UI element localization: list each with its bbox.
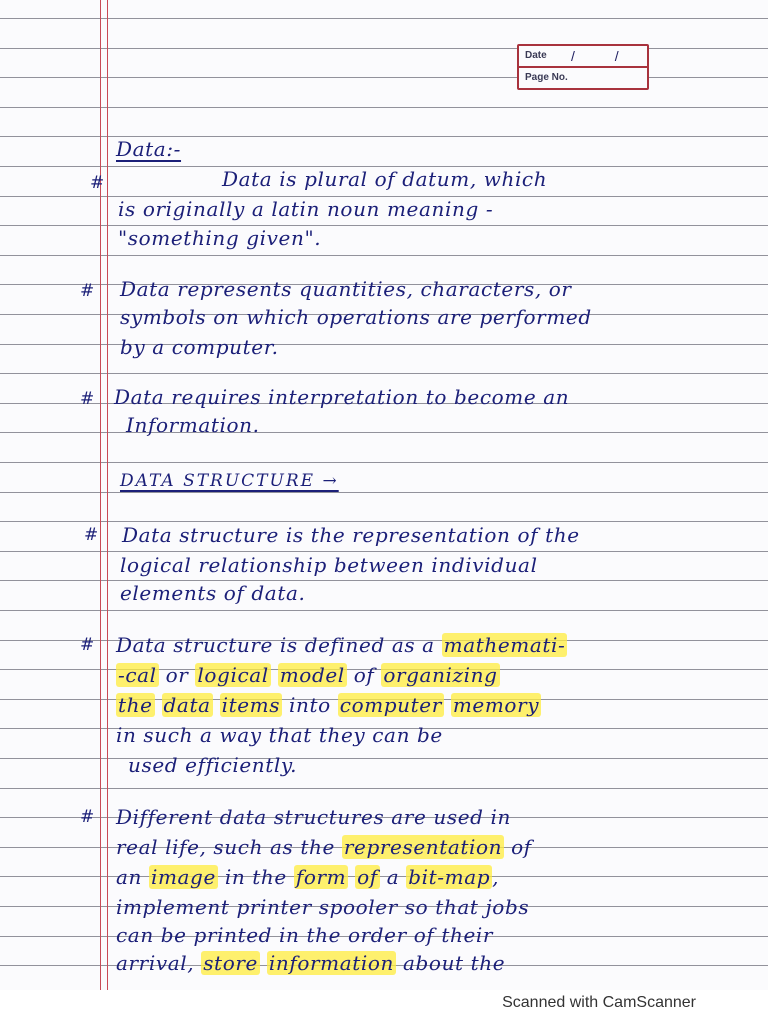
ruled-line (0, 580, 768, 581)
highlighted-text: -cal (118, 663, 157, 687)
text-line: used efficiently. (128, 753, 298, 777)
text-line: implement printer spooler so that jobs (116, 895, 530, 919)
bullet-hash: # (80, 389, 95, 409)
text-line: elements of data. (120, 581, 306, 605)
highlighted-text: image (150, 865, 216, 889)
bullet-hash: # (84, 525, 99, 545)
highlighted-text: organizing (383, 663, 498, 687)
text-line: Information. (126, 413, 260, 437)
text-segment: real life, such as the (116, 835, 342, 859)
ruled-line (0, 432, 768, 433)
highlighted-text: mathemati- (443, 633, 566, 657)
highlighted-text: bit-map (408, 865, 491, 889)
scan-footer (0, 990, 768, 1024)
text-segment: about the (396, 951, 506, 975)
highlighted-text: model (279, 663, 345, 687)
text-segment: of (504, 835, 532, 859)
text-line: Data is plural of datum, which (222, 167, 548, 191)
date-value: / / (571, 48, 637, 64)
ruled-line (0, 255, 768, 256)
text-segment (444, 693, 451, 717)
text-line: is originally a latin noun meaning - (118, 197, 494, 221)
highlighted-text: representation (343, 835, 503, 859)
text-segment (213, 693, 220, 717)
date-row (519, 46, 647, 68)
text-line (116, 662, 500, 688)
margin-line (107, 0, 108, 990)
text-line (116, 864, 499, 890)
page-no-label: Page No. (525, 72, 568, 83)
ruled-line (0, 77, 768, 78)
highlighted-text: form (295, 865, 347, 889)
bullet-hash: # (90, 173, 105, 193)
ruled-line (0, 344, 768, 345)
highlighted-text: logical (197, 663, 269, 687)
text-segment: or (158, 663, 196, 687)
text-line (116, 950, 505, 976)
text-segment: an (116, 865, 149, 889)
text-segment: in the (217, 865, 294, 889)
highlighted-text: memory (452, 693, 540, 717)
highlighted-text: store (203, 951, 258, 975)
text-line: can be printed in the order of their (116, 923, 494, 947)
ruled-line (0, 225, 768, 226)
text-segment (260, 951, 267, 975)
text-line: Data represents quantities, characters, or (120, 277, 572, 301)
text-line: by a computer. (120, 335, 279, 359)
ruled-line (0, 373, 768, 374)
text-segment: of (346, 663, 382, 687)
text-line (116, 834, 532, 860)
bullet-hash: # (80, 807, 95, 827)
heading-data-structure: DATA STRUCTURE → (120, 471, 339, 491)
text-segment: into (282, 693, 338, 717)
text-line: in such a way that they can be (116, 723, 443, 747)
date-label: Date (525, 50, 547, 61)
scanner-label: Scanned with CamScanner (502, 994, 696, 1011)
margin-line (100, 0, 101, 990)
page-no-row (519, 68, 647, 88)
text-segment: Data structure is defined as a (116, 633, 442, 657)
ruled-line (0, 107, 768, 108)
text-segment: a (379, 865, 407, 889)
text-segment: arrival, (116, 951, 202, 975)
text-line (116, 692, 541, 718)
highlighted-text: computer (339, 693, 442, 717)
ruled-line (0, 492, 768, 493)
ruled-line (0, 758, 768, 759)
text-segment (271, 663, 278, 687)
ruled-line (0, 610, 768, 611)
text-line (116, 632, 567, 658)
highlighted-text: items (221, 693, 281, 717)
heading-data: Data:- (116, 137, 182, 161)
bullet-hash: # (80, 635, 95, 655)
text-segment: , (492, 865, 500, 889)
text-line: symbols on which operations are performed (120, 305, 592, 329)
bullet-hash: # (80, 281, 95, 301)
highlighted-text: information (268, 951, 395, 975)
ruled-line (0, 18, 768, 19)
date-box (517, 44, 649, 90)
highlighted-text: of (357, 865, 378, 889)
text-line: Data structure is the representation of the (122, 523, 580, 547)
text-line: Data requires interpretation to become an (114, 385, 570, 409)
text-segment (155, 693, 162, 717)
ruled-line (0, 788, 768, 789)
text-line: logical relationship between individual (120, 553, 538, 577)
text-line: "something given". (118, 226, 322, 250)
highlighted-text: the (118, 693, 153, 717)
text-line: Different data structures are used in (116, 805, 511, 829)
highlighted-text: data (163, 693, 211, 717)
ruled-line (0, 462, 768, 463)
ruled-line (0, 48, 768, 49)
